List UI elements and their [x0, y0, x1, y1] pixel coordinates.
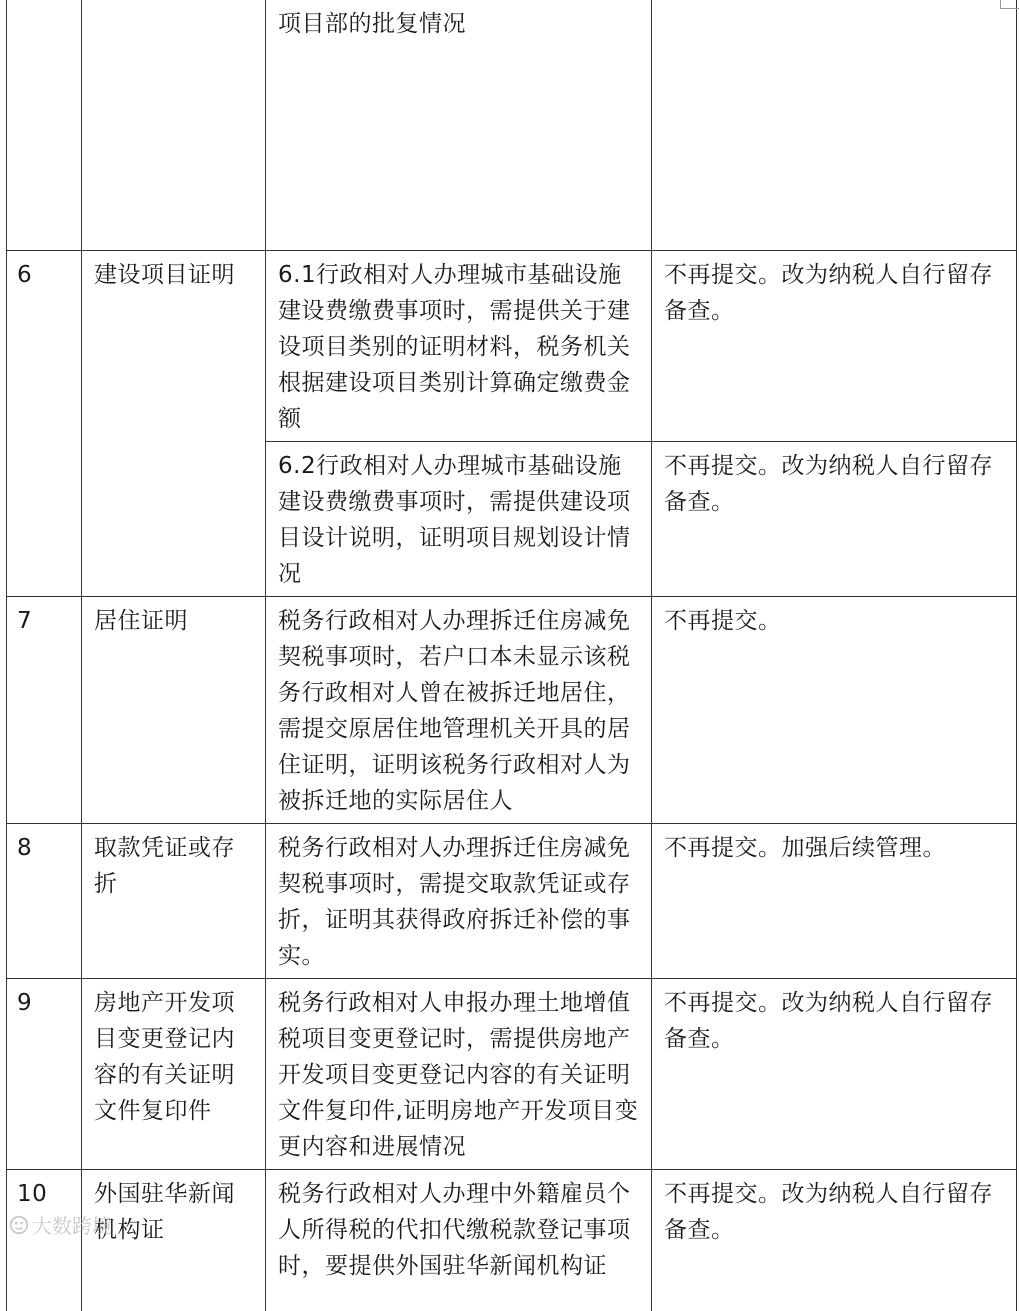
- row-number-cell: [7, 250, 82, 596]
- scenario-text: 税务行政相对人办理拆迁住房减免契税事项时，需提交取款凭证或存折，证明其获得政府拆迁补偿的事实。: [278, 834, 631, 969]
- item-cell: [82, 0, 266, 250]
- scenario-cell: [266, 250, 652, 441]
- item-cell: [82, 978, 266, 1169]
- table-row: [7, 978, 1017, 1169]
- item-name: 房地产开发项目变更登记内容的有关证明文件复印件: [94, 989, 235, 1124]
- document-table: [6, 0, 1017, 1311]
- row-number-cell: [7, 978, 82, 1169]
- row-number-cell: [7, 0, 82, 250]
- table-row: [7, 823, 1017, 978]
- corner-border-mark: [1000, 0, 1019, 9]
- measure-cell: [652, 1169, 1017, 1311]
- measure-cell: [652, 0, 1017, 250]
- row-number: 9: [17, 989, 33, 1016]
- item-cell: [82, 596, 266, 823]
- row-number: 10: [17, 1180, 48, 1207]
- scenario-cell: [266, 441, 652, 596]
- watermark: [8, 1210, 112, 1239]
- measure-text: 不再提交。: [664, 607, 782, 634]
- scenario-text: 6.1行政相对人办理城市基础设施建设费缴费事项时，需提供关于建设项目类别的证明材料，税务机关根据建设项目类别计算确定缴费金额: [278, 261, 631, 432]
- scenario-text: 税务行政相对人办理拆迁住房减免契税事项时，若户口本未显示该税务行政相对人曾在被拆迁地居住，需提交原居住地管理机关开具的居住证明，证明该税务行政相对人为被拆迁地的实际居住人: [278, 607, 631, 814]
- item-name: 取款凭证或存折: [94, 834, 235, 897]
- measure-text: 不再提交。改为纳税人自行留存备查。: [664, 261, 993, 324]
- logo-icon: [8, 1214, 30, 1236]
- scenario-text: 税务行政相对人申报办理土地增值税项目变更登记时，需提供房地产开发项目变更登记内容的有关证明文件复印件,证明房地产开发项目变更内容和进展情况: [278, 989, 639, 1160]
- scenario-cell: [266, 823, 652, 978]
- item-cell: [82, 250, 266, 596]
- watermark-text: 大数跨境: [32, 1214, 112, 1238]
- row-number-cell: [7, 1169, 82, 1311]
- document-table-wrapper: [6, 0, 1016, 1279]
- table-row: [7, 1169, 1017, 1311]
- table-row: [7, 250, 1017, 441]
- row-number-cell: [7, 596, 82, 823]
- table-row: [7, 0, 1017, 250]
- item-name: 外国驻华新闻机构证: [94, 1180, 235, 1243]
- measure-cell: [652, 596, 1017, 823]
- scenario-cell: [266, 0, 652, 250]
- table-row: [7, 596, 1017, 823]
- scenario-cell: [266, 978, 652, 1169]
- item-name: 建设项目证明: [94, 261, 235, 288]
- scenario-text: 税务行政相对人办理中外籍雇员个人所得税的代扣代缴税款登记事项时，要提供外国驻华新闻机构证: [278, 1180, 631, 1279]
- measure-text: 不再提交。改为纳税人自行留存备查。: [664, 1180, 993, 1243]
- row-number: 6: [17, 261, 33, 288]
- item-cell: [82, 1169, 266, 1311]
- measure-cell: [652, 978, 1017, 1169]
- measure-text: 不再提交。改为纳税人自行留存备查。: [664, 452, 993, 515]
- scenario-cell: [266, 1169, 652, 1311]
- measure-cell: [652, 250, 1017, 441]
- measure-text: 不再提交。加强后续管理。: [664, 834, 946, 861]
- scenario-text: 项目部的批复情况: [278, 11, 466, 37]
- scenario-text: 6.2行政相对人办理城市基础设施建设费缴费事项时，需提供建设项目设计说明，证明项目规划设计情况: [278, 452, 631, 587]
- item-name: 居住证明: [94, 607, 188, 634]
- row-number: 7: [17, 607, 33, 634]
- measure-cell: [652, 823, 1017, 978]
- row-number-cell: [7, 823, 82, 978]
- measure-cell: [652, 441, 1017, 596]
- measure-text: 不再提交。改为纳税人自行留存备查。: [664, 989, 993, 1052]
- scenario-cell: [266, 596, 652, 823]
- row-number: 8: [17, 834, 33, 861]
- item-cell: [82, 823, 266, 978]
